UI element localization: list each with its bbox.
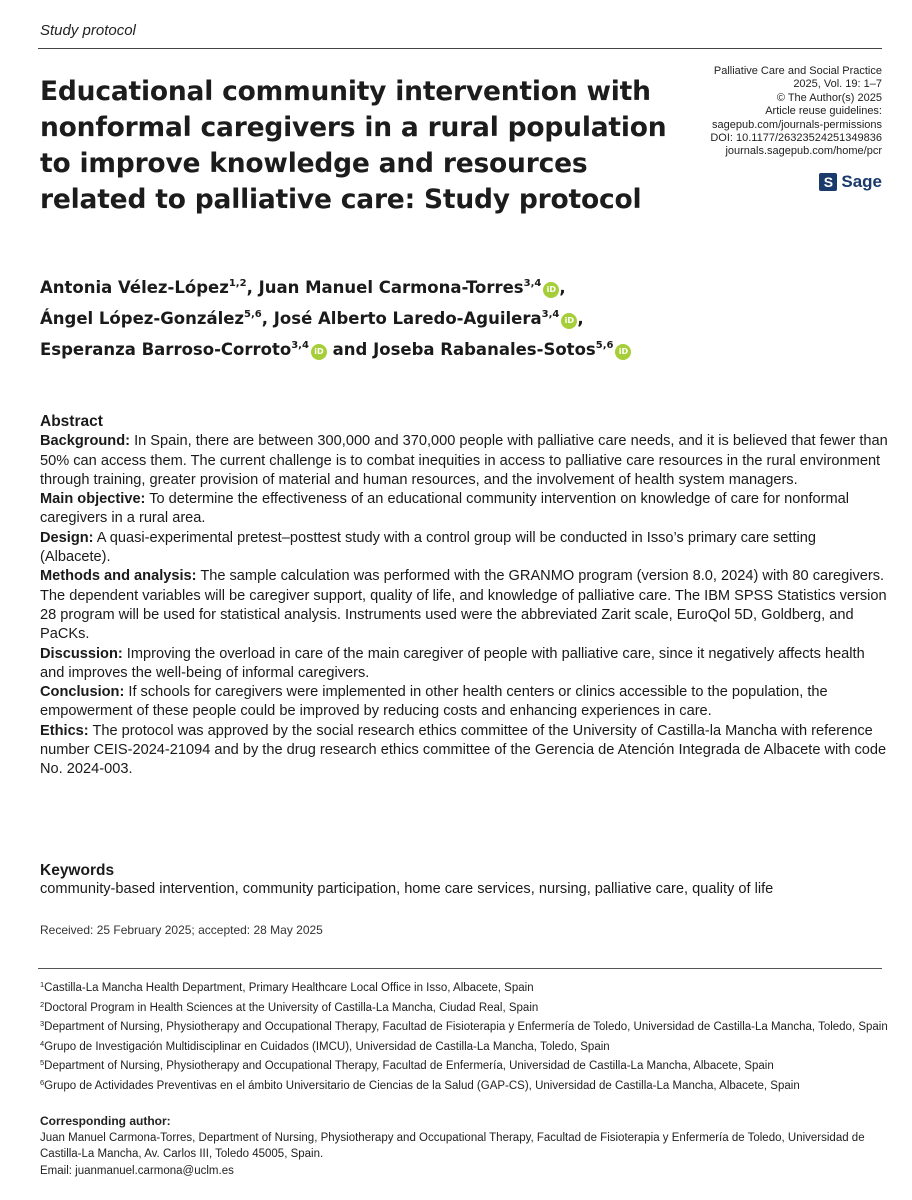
affiliation: $^4$Grupo de Investigación Multidisciplinar en Cuidados (IMCU), Universidad de Castilla-La Mancha, Toledo, Spain bbox=[40, 1038, 610, 1053]
copyright: © The Author(s) 2025 bbox=[776, 91, 882, 104]
sage-logo-icon: S bbox=[819, 173, 837, 191]
corresponding-address: Juan Manuel Carmona-Torres, Department of Nursing, Physiotherapy and Occupational Therapy, Facultad de Fisioterapia y Enfermería de Toledo, Universidad de Castilla-La Mancha, Av. Carlos III, Toledo 45005, Spain. bbox=[40, 1131, 865, 1160]
abstract-section: Ethics: The protocol was approved by the social research ethics committee of the University of Castilla-la Mancha with reference number CEIS-2024-21094 and by the drug research ethics committee of the Gerencia de Atención Integrada de Albacete with code No. 2024-003. bbox=[40, 722, 887, 778]
abstract-section: Background: In Spain, there are between 300,000 and 370,000 people with palliative care needs, and it is believed that fewer than 50% can access them. The current challenge is to combat inequities in access to palliative care resources in the rural environment through training, greater provision of material and human resources, and the involvement of health system managers. bbox=[40, 433, 888, 488]
footnote-divider bbox=[38, 968, 882, 969]
affiliations bbox=[40, 977, 890, 1094]
top-divider bbox=[38, 48, 882, 49]
author: Juan Manuel Carmona-Torres$^{3,4}$iD bbox=[259, 278, 560, 297]
keywords-heading: Keywords bbox=[40, 862, 115, 879]
corresponding-author bbox=[40, 1113, 890, 1179]
orcid-icon[interactable]: iD bbox=[543, 282, 559, 298]
abstract bbox=[40, 412, 888, 780]
affiliation: $^5$Department of Nursing, Physiotherapy and Occupational Therapy, Facultad de Enfermería, Universidad de Castilla-La Mancha, Albacete, Spain bbox=[40, 1058, 774, 1072]
abstract-section: Conclusion: If schools for caregivers were implemented in other health centers or clinics accessible to the population, the empowerment of these people could be improved by reducing costs and enhancing experiences in care. bbox=[40, 684, 828, 720]
abstract-section: Main objective: To determine the effectiveness of an educational community intervention on knowledge of care for nonformal caregivers in a rural area. bbox=[40, 491, 850, 527]
section-label: Study protocol bbox=[40, 22, 136, 39]
abstract-section: Methods and analysis: The sample calculation was performed with the GRANMO program (version 8.0, 2024) with 80 caregivers. The dependent variables will be caregiver support, quality of life, and knowledge of palliative care. The IBM SPSS Statistics version 28 program will be used for statistical analysis. Instruments used were the abbreviated Zarit scale, EuroQol 5D, Goldberg, and PaCKs. bbox=[40, 568, 887, 643]
orcid-icon[interactable]: iD bbox=[615, 344, 631, 360]
affiliation: $^6$Grupo de Actividades Preventivas en el ámbito Universitario de Ciencias de la Salud (GAP-CS), Universidad de Castilla-La Mancha, Albacete, Spain bbox=[40, 1077, 800, 1092]
publisher-logo bbox=[819, 172, 882, 192]
doi[interactable]: DOI: 10.1177/26323524251349836 bbox=[710, 132, 882, 145]
journal-name: Palliative Care and Social Practice bbox=[713, 65, 882, 77]
orcid-icon[interactable]: iD bbox=[311, 344, 327, 360]
author: José Alberto Laredo-Aguilera$^{3,4}$iD bbox=[274, 309, 578, 328]
author: Antonia Vélez-López$^{1,2}$ bbox=[40, 278, 247, 297]
author: Esperanza Barroso-Corroto$^{3,4}$iD bbox=[40, 340, 327, 359]
author: Ángel López-González$^{5,6}$ bbox=[40, 309, 262, 328]
affiliation: $^3$Department of Nursing, Physiotherapy and Occupational Therapy, Facultad de Fisioterapia y Enfermería de Toledo, Universidad de Castilla-La Mancha, Toledo, Spain bbox=[40, 1019, 888, 1033]
affiliation: $^2$Doctoral Program in Health Sciences at the University of Castilla-La Mancha, Ciudad Real, Spain bbox=[40, 999, 539, 1014]
reuse-link[interactable]: sagepub.com/journals-permissions bbox=[712, 118, 882, 131]
corresponding-heading: Corresponding author: bbox=[40, 1114, 171, 1128]
author: Joseba Rabanales-Sotos$^{5,6}$iD bbox=[373, 340, 631, 359]
corresponding-email[interactable]: Email: juanmanuel.carmona@uclm.es bbox=[40, 1164, 234, 1177]
journal-volume: 2025, Vol. 19: 1–7 bbox=[793, 78, 882, 91]
keywords-text: community-based intervention, community participation, home care services, nursing, palliative care, quality of life bbox=[40, 881, 774, 898]
journal-info bbox=[662, 65, 882, 159]
keywords bbox=[40, 861, 888, 900]
article-title: Educational community intervention with nonformal caregivers in a rural population to improve knowledge and resources related to palliative care: Study protocol bbox=[40, 76, 667, 215]
abstract-section: Discussion: Improving the overload in care of the main caregiver of people with palliative care, since it negatively affects health and improves the well-being of informal caregivers. bbox=[40, 645, 865, 681]
received-dates: Received: 25 February 2025; accepted: 28 May 2025 bbox=[40, 923, 323, 937]
abstract-heading: Abstract bbox=[40, 413, 103, 430]
reuse-label: Article reuse guidelines: bbox=[765, 105, 882, 118]
affiliation: $^1$Castilla-La Mancha Health Department, Primary Healthcare Local Office in Isso, Albacete, Spain bbox=[40, 980, 534, 994]
author-list: Antonia Vélez-López$^{1,2}$, Juan Manuel Carmona-Torres$^{3,4}$iD , Ángel López-González$^{5,6}$, José Alberto Laredo-Aguilera$^{3,4}$iD , Esperanza Barroso-Corroto$^{3,4}$iD and Joseba Rabanales-Sotos$^{5,6}$iD bbox=[40, 270, 760, 363]
abstract-section: Design: A quasi-experimental pretest–posttest study with a control group will be conducted in Isso’s primary care setting (Albacete). bbox=[40, 529, 817, 566]
journal-link[interactable]: journals.sagepub.com/home/pcr bbox=[725, 145, 882, 158]
orcid-icon[interactable]: iD bbox=[561, 313, 577, 329]
publisher-name: Sage bbox=[841, 172, 882, 191]
